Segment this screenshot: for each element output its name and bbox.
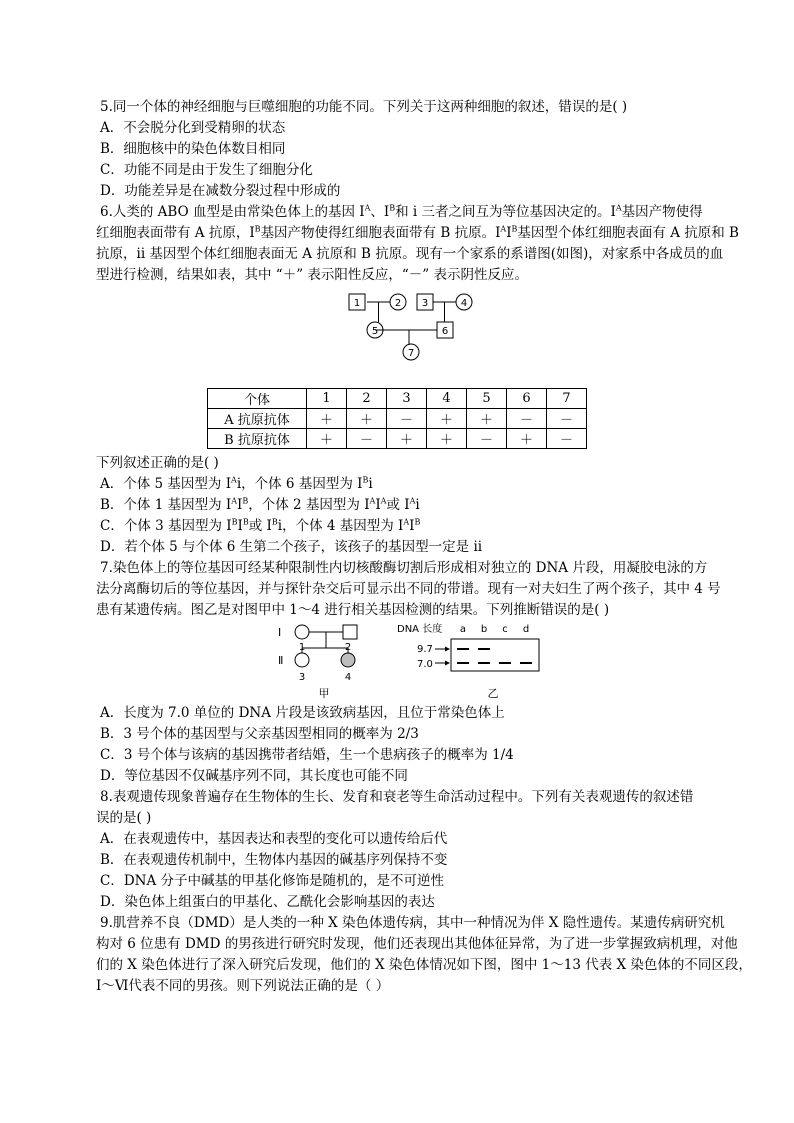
q5-stem: 5.同一个体的神经细胞与巨噬细胞的功能不同。下列关于这两种细胞的叙述，错误的是( ): [100, 99, 628, 115]
q6-option-b: B．个体 1 基因型为 $I^AI^B$，个体 2 基因型为 $I^AI^A$或 $I^Ai$: [100, 496, 420, 513]
table-header-cell: 3: [387, 389, 427, 409]
table-cell: B 抗原抗体: [208, 429, 307, 449]
jia-label-4: 4: [344, 672, 352, 683]
q8-option-a: A．在表观遗传中，基因表达和表型的变化可以遗传给后代: [100, 831, 448, 847]
q7-option-d: D．等位基因不仅碱基序列不同，其长度也可能不同: [100, 768, 408, 784]
q6-option-a: A．个体 5 基因型为 $I^Ai$，个体 6 基因型为 $I^Bi$: [100, 475, 373, 492]
pedigree-label-2: 2: [394, 298, 402, 309]
q6-option-d: D．若个体 5 与个体 6 生第二个孩子，该孩子的基因型一定是 ii: [100, 539, 483, 555]
table-header-cell: 个体: [208, 389, 307, 409]
q7-option-c: C．3 号个体与该病的基因携带者结婚，生一个患病孩子的概率为 1/4: [100, 747, 514, 763]
figure-caption-jia: 甲: [318, 687, 330, 700]
lane-label-c: c: [502, 624, 508, 635]
table-row: [208, 429, 587, 449]
table-header-cell: 2: [347, 389, 387, 409]
table-row: [208, 409, 587, 429]
q8-stem-line-2: 误的是( ): [96, 810, 152, 826]
q5-option-c: C．功能不同是由于发生了细胞分化: [100, 162, 313, 178]
table-cell: A 抗原抗体: [208, 409, 307, 429]
q5-option-b: B．细胞核中的染色体数目相同: [100, 141, 286, 157]
generation-label-1: Ⅰ: [278, 626, 282, 639]
blood-type-table: [207, 388, 587, 449]
table-header-cell: 6: [507, 389, 547, 409]
pedigree-label-3: 3: [421, 298, 429, 309]
table-header-row: [208, 389, 587, 409]
q9-stem-line-1: 9.肌营养不良（DMD）是人类的一种 X 染色体遗传病，其中一种情况为伴 X 隐性遗传。某遗传病研究机: [100, 915, 725, 931]
q9-stem-line-3: 们的 X 染色体进行了深入研究后发现，他们的 X 染色体情况如下图，图中 1～13 代表 X 染色体的不同区段，: [96, 957, 752, 973]
table-header-cell: 5: [467, 389, 507, 409]
jia-label-2: 2: [344, 642, 352, 653]
q7-stem-line-1: 7.染色体上的等位基因可经某种限制性内切核酸酶切割后形成相对独立的 DNA 片段，用凝胶电泳的方: [100, 560, 708, 576]
q6-stem-line-3: 抗原，ii 基因型个体红细胞表面无 A 抗原和 B 抗原。现有一个家系的系谱图(如图)，对家系中各成员的血: [96, 246, 724, 262]
q7-stem-line-2: 法分离酶切后的等位基因，并与探针杂交后可显示出不同的带谱。现有一对夫妇生了两个孩子，其中 4 号: [96, 581, 721, 597]
table-cell: ＋: [347, 409, 387, 429]
q8-stem-line-1: 8.表观遗传现象普遍存在生物体的生长、发育和衰老等生命活动过程中。下列有关表观遗传的叙述错: [100, 789, 694, 805]
q7-figure-yi-gel: [395, 620, 555, 700]
q8-option-b: B．在表观遗传机制中，生物体内基因的碱基序列保持不变: [100, 852, 448, 868]
pedigree-label-6: 6: [441, 326, 449, 337]
table-cell: ＋: [427, 409, 467, 429]
table-cell: ＋: [507, 429, 547, 449]
q8-option-c: C．DNA 分子中碱基的甲基化修饰是随机的，是不可逆性: [100, 873, 445, 889]
size-label-7-0: 7.0: [417, 659, 433, 670]
lane-label-b: b: [480, 624, 488, 635]
table-cell: ＋: [307, 429, 347, 449]
table-cell: ＋: [467, 409, 507, 429]
q7-option-a: A．长度为 7.0 单位的 DNA 片段是该致病基因，且位于常染色体上: [100, 705, 505, 721]
q7-figure-jia-pedigree: [275, 620, 375, 700]
figure-caption-yi: 乙: [487, 687, 499, 700]
q6-pedigree-diagram: [340, 290, 480, 365]
table-header-cell: 4: [427, 389, 467, 409]
q8-option-d: D．染色体上组蛋白的甲基化、乙酰化会影响基因的表达: [100, 894, 435, 910]
generation-label-2: Ⅱ: [278, 654, 284, 667]
q6-stem-line-4: 型进行检测，结果如表，其中 “＋” 表示阳性反应，“－” 表示阴性反应。: [96, 267, 528, 283]
lane-label-a: a: [459, 624, 467, 635]
gel-frame: [451, 639, 539, 671]
table-cell: －: [347, 429, 387, 449]
table-cell: －: [507, 409, 547, 429]
table-cell: －: [547, 409, 587, 429]
q5-option-d: D．功能差异是在减数分裂过程中形成的: [100, 183, 341, 199]
q6-stem-line-1: 6.人类的 ABO 血型是由常染色体上的基因 $I^A$、$I^B$和 i 三者之间互为等位基因决定的。$I^A$基因产物使得: [100, 203, 703, 220]
table-cell: ＋: [427, 429, 467, 449]
q6-stem-line-2: 红细胞表面带有 A 抗原，$I^B$基因产物使得红细胞表面带有 B 抗原。$I^AI^B$基因型个体红细胞表面有 A 抗原和 B: [96, 224, 739, 241]
q9-stem-line-4: Ⅰ～Ⅵ代表不同的男孩。则下列说法正确的是（ ）: [96, 978, 390, 994]
size-label-9-7: 9.7: [417, 644, 433, 655]
table-header-cell: 1: [307, 389, 347, 409]
q7-option-b: B．3 号个体的基因型与父亲基因型相同的概率为 2/3: [100, 726, 419, 742]
lane-label-d: d: [522, 624, 530, 635]
q7-stem-line-3: 患有某遗传病。图乙是对图甲中 1～4 进行相关基因检测的结果。下列推断错误的是( ): [96, 602, 610, 618]
table-header-cell: 7: [547, 389, 587, 409]
table-cell: －: [387, 409, 427, 429]
pedigree-label-4: 4: [460, 298, 468, 309]
q9-stem-line-2: 构对 6 位患有 DMD 的男孩进行研究时发现，他们还表现出其他体征异常，为了进一步掌握致病机理，对他: [96, 936, 738, 952]
pedigree-label-7: 7: [407, 348, 415, 359]
q6-ask: 下列叙述正确的是( ): [96, 455, 219, 471]
table-cell: ＋: [387, 429, 427, 449]
jia-label-3: 3: [298, 672, 306, 683]
q6-option-c: C．个体 3 基因型为 $I^BI^B$或 $I^Bi$，个体 4 基因型为 $I^AI^B$: [100, 517, 421, 534]
table-cell: －: [467, 429, 507, 449]
table-cell: －: [547, 429, 587, 449]
gel-axis-title: DNA 长度: [397, 624, 443, 635]
jia-label-1: 1: [298, 642, 306, 653]
table-cell: ＋: [307, 409, 347, 429]
pedigree-label-1: 1: [353, 298, 361, 309]
q5-option-a: A．不会脱分化到受精卵的状态: [100, 120, 286, 136]
pedigree-label-5: 5: [371, 326, 379, 337]
